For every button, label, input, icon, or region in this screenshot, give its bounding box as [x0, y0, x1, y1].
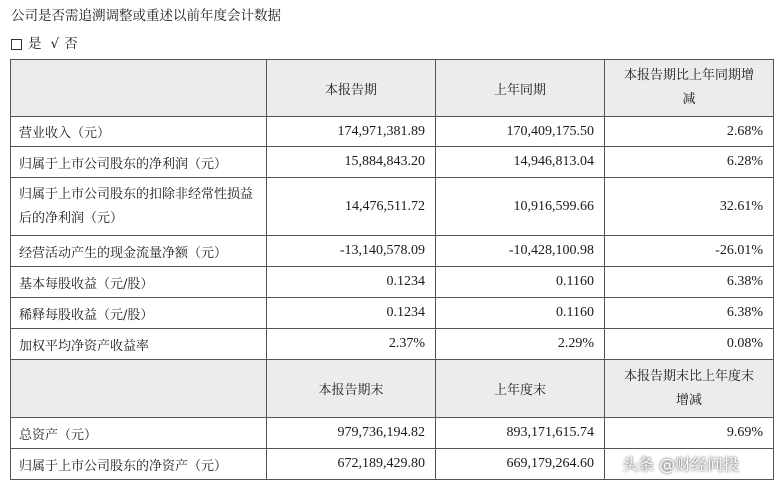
header-current-period: 本报告期: [267, 60, 436, 117]
yes-checkbox[interactable]: [11, 39, 22, 50]
table-row: [11, 117, 774, 147]
header-prior-period: 上年同期: [436, 60, 605, 117]
table-row: [11, 236, 774, 267]
table-header-row: [11, 360, 774, 418]
cell-prior: 893,171,615.74: [436, 418, 605, 449]
row-label: 经营活动产生的现金流量净额（元）: [11, 236, 267, 267]
row-label: 稀释每股收益（元/股）: [11, 298, 267, 329]
cell-prior: 669,179,264.60: [436, 449, 605, 480]
table-row: [11, 298, 774, 329]
table-row: [11, 147, 774, 178]
check-mark: √: [50, 36, 60, 52]
cell-current: 672,189,429.80: [267, 449, 436, 480]
cell-prior: 10,916,599.66: [436, 178, 605, 236]
header-change: 本报告期比上年同期增减: [605, 60, 774, 117]
row-label: 归属于上市公司股东的净利润（元）: [11, 147, 267, 178]
table-row: [11, 178, 774, 236]
financial-data-table: [10, 59, 774, 480]
row-label: 总资产（元）: [11, 418, 267, 449]
cell-prior: -10,428,100.98: [436, 236, 605, 267]
restatement-question: 公司是否需追溯调整或重述以前年度会计数据: [11, 8, 281, 24]
table-header-row: [11, 60, 774, 117]
table-row: [11, 329, 774, 360]
cell-change: 32.61%: [605, 178, 774, 236]
yes-label: 是: [28, 36, 42, 52]
table-row: [11, 267, 774, 298]
row-label: 归属于上市公司股东的净资产（元）: [11, 449, 267, 480]
cell-prior: 170,409,175.50: [436, 117, 605, 147]
header-change-period-end: 本报告期末比上年度末增减: [605, 360, 774, 418]
row-label: 归属于上市公司股东的扣除非经常性损益后的净利润（元）: [11, 178, 267, 236]
restatement-options: [11, 34, 78, 54]
no-label: 否: [64, 36, 78, 52]
cell-current: 14,476,511.72: [267, 178, 436, 236]
cell-current: 2.37%: [267, 329, 436, 360]
header-prior-year-end: 上年度末: [436, 360, 605, 418]
cell-current: 174,971,381.89: [267, 117, 436, 147]
cell-change: 2.68%: [605, 117, 774, 147]
cell-change: 6.38%: [605, 267, 774, 298]
cell-change: 0.08%: [605, 329, 774, 360]
header-empty-cell: [11, 360, 267, 418]
header-empty-cell: [11, 60, 267, 117]
table-row: [11, 418, 774, 449]
cell-current: 979,736,194.82: [267, 418, 436, 449]
cell-prior: 2.29%: [436, 329, 605, 360]
cell-current: 15,884,843.20: [267, 147, 436, 178]
cell-prior: 0.1160: [436, 267, 605, 298]
row-label: 加权平均净资产收益率: [11, 329, 267, 360]
row-label: 营业收入（元）: [11, 117, 267, 147]
watermark-text: 头条 @财经问投: [622, 455, 740, 474]
cell-current: -13,140,578.09: [267, 236, 436, 267]
header-period-end: 本报告期末: [267, 360, 436, 418]
cell-change: 9.69%: [605, 418, 774, 449]
cell-prior: 0.1160: [436, 298, 605, 329]
cell-current: 0.1234: [267, 267, 436, 298]
cell-change: 6.38%: [605, 298, 774, 329]
cell-current: 0.1234: [267, 298, 436, 329]
row-label: 基本每股收益（元/股）: [11, 267, 267, 298]
cell-change: 6.28%: [605, 147, 774, 178]
cell-prior: 14,946,813.04: [436, 147, 605, 178]
cell-change: -26.01%: [605, 236, 774, 267]
